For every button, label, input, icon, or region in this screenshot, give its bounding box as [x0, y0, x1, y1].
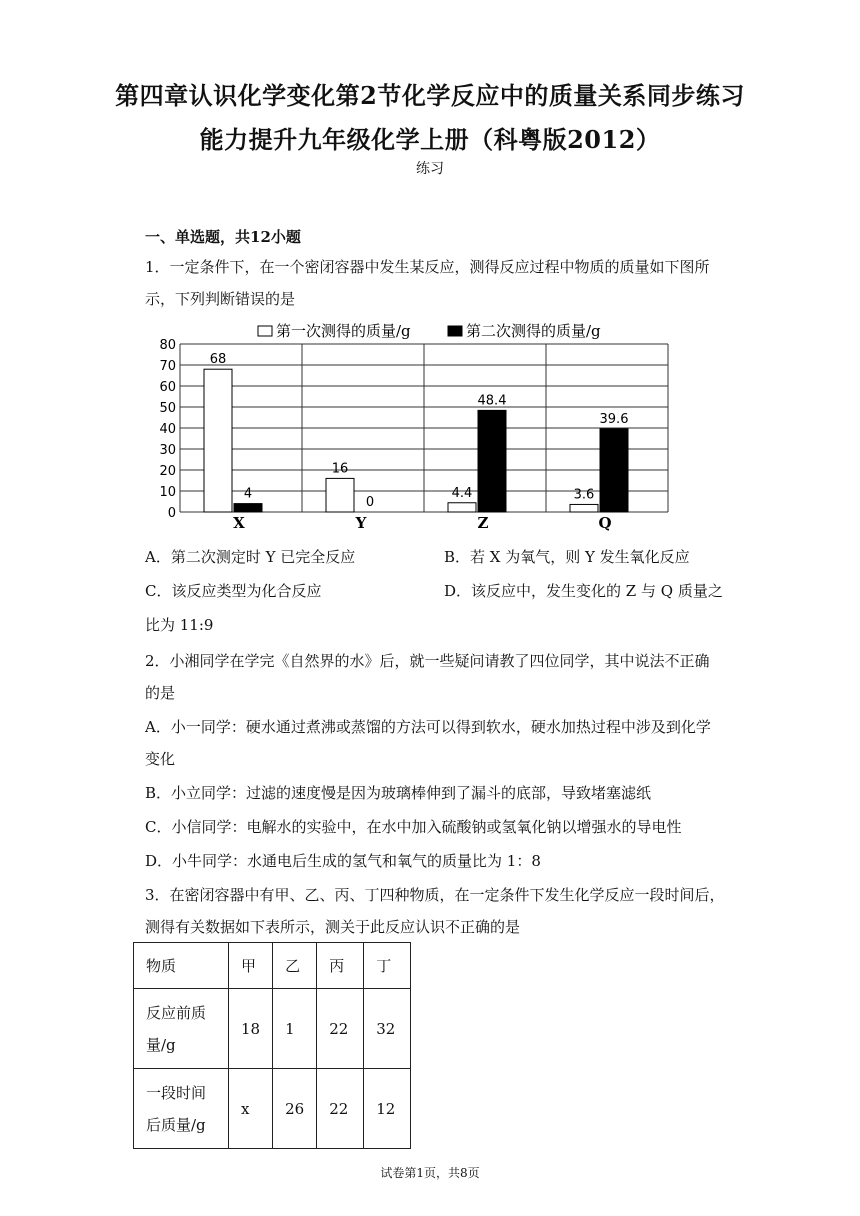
data-label: 4.4: [451, 485, 473, 501]
legend-label: 第一次测得的质量/g: [276, 322, 411, 340]
q1-option-b: B．若 X 为氧气，则 Y 发生氧化反应: [444, 548, 690, 566]
bar: [448, 503, 476, 512]
q2-option-a-line1: A．小一同学：硬水通过煮沸或蒸馏的方法可以得到软水，硬水加热过程中涉及到化学: [145, 718, 711, 736]
q3-stem-line2: 测得有关数据如下表所示，测关于此反应认识不正确的是: [145, 918, 521, 936]
q1-stem-line1: 1．一定条件下，在一个密闭容器中发生某反应，测得反应过程中物质的质量如下图所: [145, 258, 710, 276]
q2-stem-line2: 的是: [145, 684, 176, 702]
doc-title-line2: 能力提升九年级化学上册（科粤版2012）: [199, 125, 661, 154]
table-row-label: 一段时间 后质量/g: [134, 1069, 229, 1149]
legend-swatch: [448, 326, 462, 336]
y-tick-label: 10: [159, 485, 176, 500]
bar: [600, 429, 628, 512]
q1-option-d-cont: 比为 11:9: [145, 616, 214, 634]
table-header-cell: 甲: [229, 943, 273, 989]
table-cell: 22: [317, 1069, 364, 1149]
data-label: 39.6: [599, 411, 629, 427]
bar: [204, 369, 232, 512]
q2-option-b: B．小立同学：过滤的速度慢是因为玻璃棒伸到了漏斗的底部，导致堵塞滤纸: [145, 784, 652, 802]
section-heading: 一、单选题，共12小题: [145, 228, 301, 246]
doc-subtitle: 练习: [416, 161, 444, 177]
y-tick-label: 0: [167, 506, 176, 521]
table-row: [134, 1069, 411, 1149]
table-cell: 32: [364, 989, 411, 1069]
y-tick-label: 60: [159, 380, 176, 395]
table-cell: 26: [273, 1069, 317, 1149]
table-cell: 22: [317, 989, 364, 1069]
bar: [478, 410, 506, 512]
y-tick-label: 40: [159, 422, 176, 437]
legend-swatch: [258, 326, 272, 336]
bar: [234, 504, 262, 512]
table-header-cell: 物质: [134, 943, 229, 989]
y-tick-label: 30: [159, 443, 176, 458]
table-header-row: [134, 943, 411, 989]
data-label: 48.4: [477, 393, 507, 409]
table-header-cell: 乙: [273, 943, 317, 989]
table-cell: 1: [273, 989, 317, 1069]
y-tick-label: 50: [159, 401, 176, 416]
table-header-cell: 丁: [364, 943, 411, 989]
q1-bar-chart: [150, 318, 680, 538]
q2-stem-line1: 2．小湘同学在学完《自然界的水》后，就一些疑问请教了四位同学，其中说法不正确: [145, 652, 710, 670]
bar: [326, 478, 354, 512]
q2-option-c: C．小信同学：电解水的实验中，在水中加入硫酸钠或氢氧化钠以增强水的导电性: [145, 818, 682, 836]
table-header-cell: 丙: [317, 943, 364, 989]
table-cell: x: [229, 1069, 273, 1149]
doc-title-line1: 第四章认识化学变化第2节化学反应中的质量关系同步练习: [115, 81, 745, 110]
q2-option-a-line2: 变化: [145, 750, 176, 768]
q3-stem-line1: 3．在密闭容器中有甲、乙、丙、丁四种物质，在一定条件下发生化学反应一段时间后，: [145, 886, 725, 904]
q3-data-table: [133, 942, 411, 1149]
x-tick-label: Y: [355, 514, 367, 532]
x-tick-label: Z: [477, 514, 489, 532]
legend-label: 第二次测得的质量/g: [466, 322, 601, 340]
data-label: 68: [209, 352, 227, 368]
y-tick-label: 20: [159, 464, 176, 479]
data-label: 16: [331, 461, 349, 477]
q1-option-a: A．第二次测定时 Y 已完全反应: [145, 548, 356, 566]
data-label: 0: [365, 495, 375, 510]
q2-option-d: D．小牛同学：水通电后生成的氢气和氧气的质量比为 1：8: [145, 852, 541, 870]
table-row: [134, 989, 411, 1069]
y-tick-label: 70: [159, 359, 176, 374]
q1-option-c: C．该反应类型为化合反应: [145, 582, 322, 600]
x-tick-label: X: [233, 514, 245, 532]
q1-stem-line2: 示，下列判断错误的是: [145, 290, 296, 308]
x-tick-label: Q: [598, 514, 612, 532]
q1-option-d: D．该反应中，发生变化的 Z 与 Q 质量之: [444, 582, 723, 600]
table-cell: 18: [229, 989, 273, 1069]
table-row-label: 反应前质 量/g: [134, 989, 229, 1069]
bar: [570, 504, 598, 512]
y-tick-label: 80: [159, 338, 176, 353]
page-footer: 试卷第1页，共8页: [380, 1166, 480, 1180]
data-label: 3.6: [573, 487, 595, 503]
table-cell: 12: [364, 1069, 411, 1149]
data-label: 4: [243, 486, 253, 502]
